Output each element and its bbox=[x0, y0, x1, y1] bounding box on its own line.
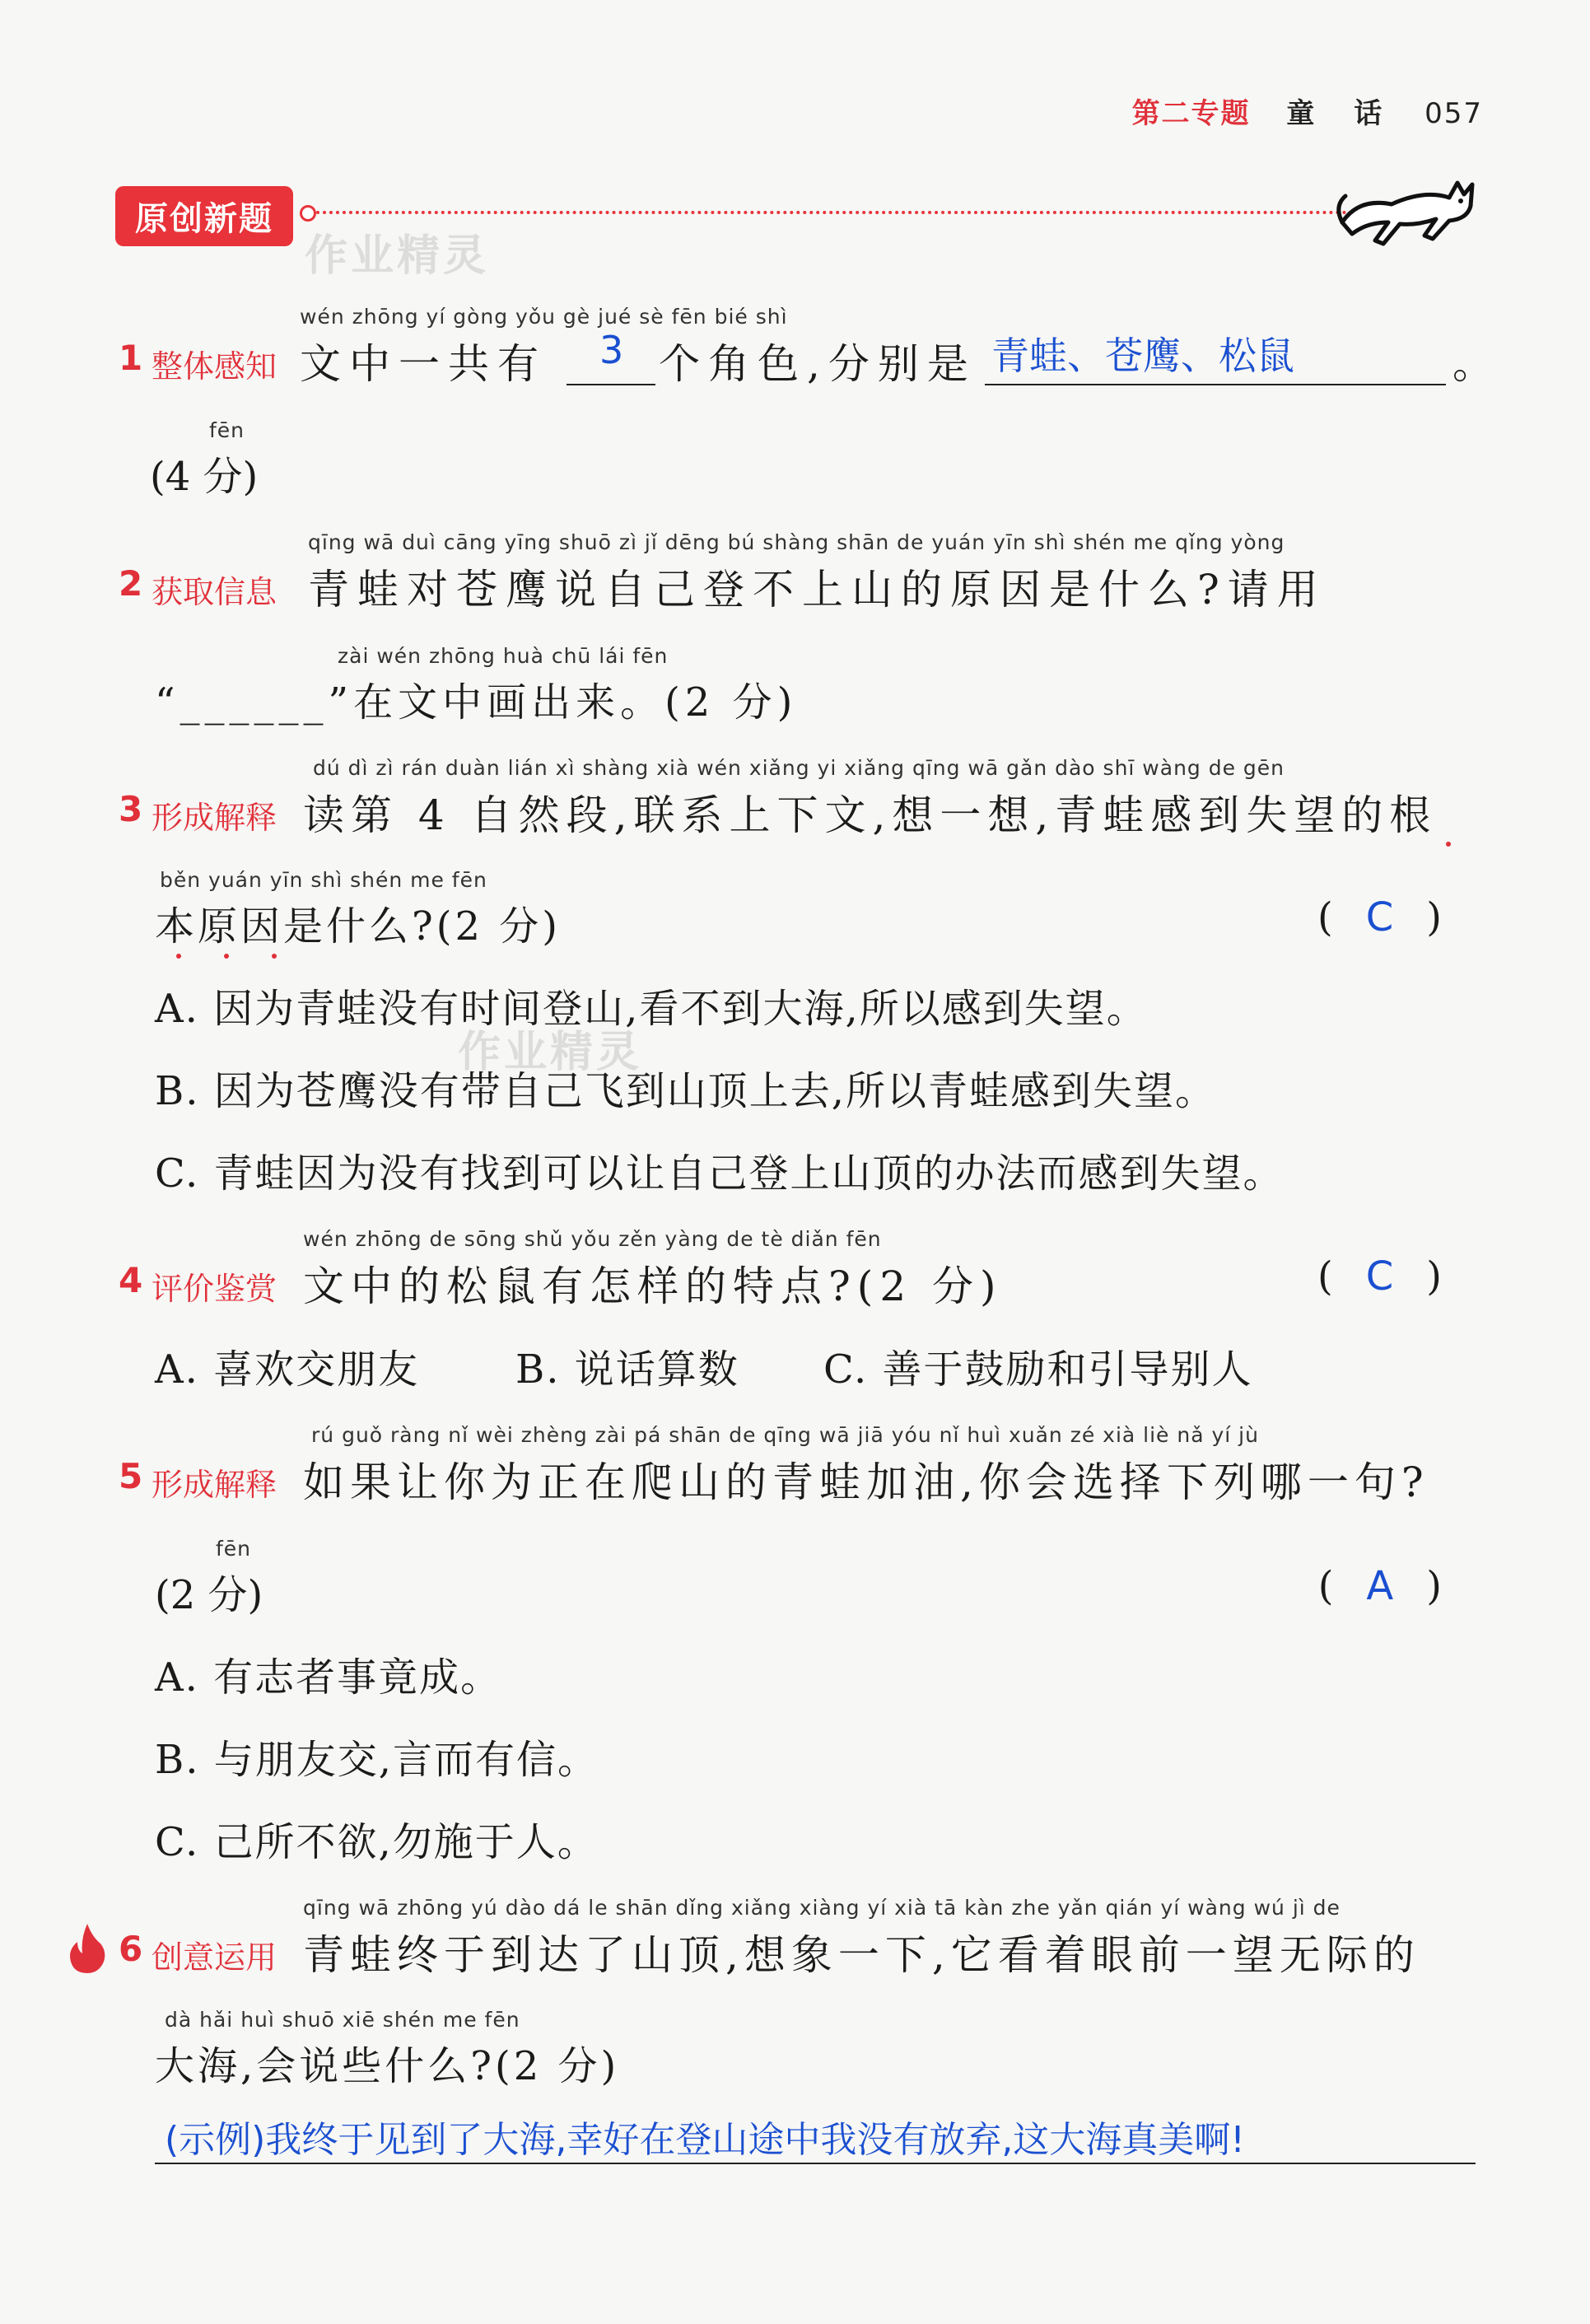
answer-blank[interactable] bbox=[985, 384, 1446, 385]
question-number: 6 bbox=[119, 1929, 143, 1969]
pinyin-line: wén zhōng de sōng shǔ yǒu zěn yàng de tè diǎn fēn bbox=[303, 1227, 882, 1251]
flame-icon bbox=[68, 1922, 107, 1975]
option-a[interactable]: A. 喜欢交朋友 bbox=[155, 1346, 420, 1393]
pinyin-line: rú guǒ ràng nǐ wèi zhèng zài pá shān de qīng wā jiā yóu nǐ huì xuǎn zé xià liè nǎ yí jù bbox=[311, 1423, 1259, 1447]
running-cat-icon bbox=[1334, 165, 1482, 255]
question-text: 如果让你为正在爬山的青蛙加油,你会选择下列哪一句? bbox=[303, 1458, 1429, 1506]
question-category: 形成解释 bbox=[152, 800, 277, 836]
section-banner: 原创新题 bbox=[115, 186, 293, 246]
pinyin-line: wén zhōng yí gòng yǒu gè jué sè fēn bié shì bbox=[300, 305, 788, 329]
banner-dotted-line bbox=[316, 211, 1354, 214]
option-a[interactable]: A. 因为青蛙没有时间登山,看不到大海,所以感到失望。 bbox=[155, 986, 1148, 1032]
answer-choice: C bbox=[1365, 894, 1427, 940]
banner-dot bbox=[300, 205, 316, 222]
pinyin-line: fēn bbox=[216, 1537, 252, 1561]
question-text: 读第 4 自然段,联系上下文,想一想,青蛙感到失望的根 bbox=[303, 791, 1438, 839]
answer-choice: C bbox=[1365, 1253, 1427, 1300]
option-b[interactable]: B. 与朋友交,言而有信。 bbox=[155, 1737, 599, 1783]
page-header bbox=[1132, 91, 1483, 131]
question-text: “______”在文中画出来。(2 分) bbox=[155, 679, 798, 726]
question-text: 。 bbox=[1452, 340, 1502, 388]
pinyin-line: fēn bbox=[209, 418, 245, 442]
handwritten-answer: 青蛙、苍鹰、松鼠 bbox=[991, 334, 1294, 378]
question-category: 整体感知 bbox=[152, 348, 277, 385]
question-number: 3 bbox=[119, 789, 143, 829]
emphasis-dot bbox=[272, 954, 277, 959]
question-category: 获取信息 bbox=[152, 574, 277, 610]
watermark: 作业精灵 bbox=[305, 231, 490, 281]
page-number: 057 bbox=[1424, 97, 1483, 130]
pinyin-line: qīng wā zhōng yú dào dá le shān dǐng xiǎng xiàng yí xià tā kàn zhe yǎn qián yí wàng wú jì de bbox=[303, 1896, 1341, 1920]
question-text: 青蛙对苍鹰说自己登不上山的原因是什么?请用 bbox=[308, 566, 1327, 614]
option-a[interactable]: A. 有志者事竟成。 bbox=[155, 1654, 502, 1701]
emphasis-dot bbox=[224, 954, 229, 959]
answer-bracket[interactable]: (A) bbox=[1317, 1563, 1475, 1609]
handwritten-answer: (示例)我终于见到了大海,幸好在登山途中我没有放弃,这大海真美啊! bbox=[165, 2119, 1245, 2161]
question-text: 本原因是什么?(2 分) bbox=[155, 903, 561, 950]
question-category: 创意运用 bbox=[152, 1939, 277, 1976]
question-text: 文中一共有 bbox=[300, 340, 547, 388]
pinyin-line: běn yuán yīn shì shén me fēn bbox=[160, 868, 487, 892]
answer-bracket[interactable]: (C) bbox=[1317, 894, 1475, 940]
answer-line[interactable] bbox=[155, 2163, 1476, 2164]
option-c[interactable]: C. 己所不欲,勿施于人。 bbox=[155, 1819, 599, 1865]
question-category: 评价鉴赏 bbox=[152, 1271, 277, 1307]
option-b[interactable]: B. 因为苍鹰没有带自己飞到山顶上去,所以青蛙感到失望。 bbox=[155, 1068, 1217, 1114]
option-c[interactable]: C. 善于鼓励和引导别人 bbox=[823, 1346, 1253, 1393]
emphasis-dot bbox=[176, 954, 181, 959]
handwritten-answer: 3 bbox=[599, 328, 624, 372]
question-category: 形成解释 bbox=[152, 1467, 277, 1503]
pinyin-line: dà hǎi huì shuō xiē shén me fēn bbox=[165, 2008, 520, 2032]
pinyin-line: qīng wā duì cāng yīng shuō zì jǐ dēng bú shàng shān de yuán yīn shì shén me qǐng yòng bbox=[308, 530, 1285, 554]
pinyin-line: dú dì zì rán duàn lián xì shàng xià wén xiǎng yi xiǎng qīng wā gǎn dào shī wàng de gēn bbox=[313, 756, 1285, 780]
question-number: 2 bbox=[119, 563, 143, 604]
option-c[interactable]: C. 青蛙因为没有找到可以让自己登上山顶的办法而感到失望。 bbox=[155, 1150, 1285, 1197]
answer-bracket[interactable]: (C) bbox=[1317, 1253, 1475, 1300]
answer-blank[interactable] bbox=[567, 384, 655, 385]
question-text: 个角色,分别是 bbox=[659, 340, 977, 388]
question-text: 文中的松鼠有怎样的特点?(2 分) bbox=[303, 1262, 1003, 1310]
question-number: 5 bbox=[119, 1456, 143, 1496]
option-b[interactable]: B. 说话算数 bbox=[515, 1346, 739, 1393]
emphasis-dot bbox=[1446, 842, 1451, 847]
header-topic: 第二专题 bbox=[1131, 97, 1251, 130]
question-text: 大海,会说些什么?(2 分) bbox=[155, 2043, 620, 2089]
question-number: 4 bbox=[119, 1260, 143, 1300]
watermark: 作业精灵 bbox=[458, 1028, 643, 1077]
header-category: 童 话 bbox=[1286, 97, 1397, 130]
pinyin-line: zài wén zhōng huà chū lái fēn bbox=[338, 644, 669, 668]
question-number: 1 bbox=[119, 338, 143, 378]
question-score: (2 分) bbox=[155, 1572, 263, 1618]
question-score: (4 分) bbox=[150, 454, 259, 500]
answer-choice: A bbox=[1366, 1563, 1427, 1609]
question-text: 青蛙终于到达了山顶,想象一下,它看着眼前一望无际的 bbox=[303, 1931, 1420, 1979]
